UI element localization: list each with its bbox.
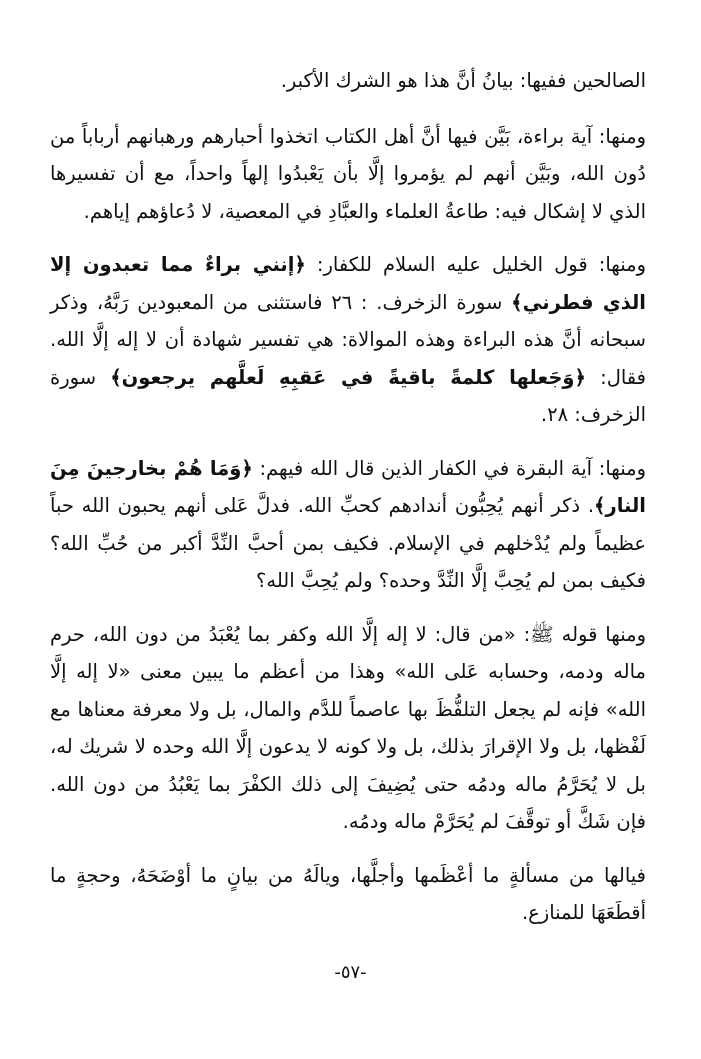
paragraph-1-text: الصالحين ففيها: بيانُ أنَّ هذا هو الشرك الأكبر. [280,69,646,92]
paragraph-5 [50,616,646,841]
paragraph-3 [50,246,646,434]
paragraph-2-text: ومنها: آية براءة، بَيَّن فيها أنَّ أهل الكتاب اتخذوا أحبارهم ورهبانهم أرباباً من دُون الله، وبَيَّن أنهم لم يؤمروا إلَّا بأن يَعْبدُوا إلهاً واحداً، مع أن تفسيرها الذي لا إشكال فيه: طاعةُ العلماء والعبَّادِ في المعصية، لا دُعاؤهم إياهم. [50,124,646,223]
quran-verse-2: ﴿وَجَعلها كلمةً باقيةً في عَقبِهِ لَعلَّهم يرجعون﴾ [110,365,586,389]
paragraph-6-text: فيالها من مسألةٍ ما أعْظَمها وأجلَّها، ويالَهُ من بيانٍ ما أوْضَحَهُ، وحجةٍ ما أقطَعَهَا للمنازع. [50,863,646,924]
paragraph-3-intro: ومنها: قول الخليل عليه السلام للكفار: [305,253,646,276]
paragraph-5-text: ومنها قوله ﷺ: «من قال: لا إله إلَّا الله وكفر بما يُعْبَدُ من دون الله، حرم ماله ودمه، وحسابه عَلى الله» وهذا من أعظم ما يبين معنى «لا إله إلَّا الله» فإنه لم يجعل التلفُّظَ بها عاصماً للدَّم والمال، بل ولا معرفة معناها مع لَفْظها، بل ولا الإقرارَ بذلك، بل ولا كونه لا يدعون إلَّا الله وحده لا شريك له، بل لا يُحَرَّمُ ماله ودمُه حتى يُضِيفَ إلى ذلك الكفْرَ بما يَعْبُدُ من دون الله. فإن شَكَّ أو توقَّفَ لم يُحَرَّمْ ماله ودمُه. [50,622,646,833]
paragraph-4-intro: ومنها: آية البقرة في الكفار الذين قال الله فيهم: [252,456,646,480]
paragraph-3-middle: سورة الزخرف. : ٢٦ فاستثنى من المعبودين رَبَّهُ، وذكر سبحانه أنَّ هذه البراءة وهذه الموالاة: هي تفسير شهادة أن لا إله إلَّا الله. فقال: [50,290,646,389]
paragraph-1 [50,62,646,100]
paragraph-4-rest: . ذكر أنهم يُحِبُّون أندادهم كحبِّ الله. فدلَّ عَلى أنهم يحبون الله حباً عظيماً ولم يُدْخلهم في الإسلام. فكيف بمن أحبَّ النِّدَّ أكبر من حُبِّ الله؟ فكيف بمن لم يُحِبَّ إلَّا النِّدَّ وحده؟ ولم يُحِبَّ الله؟ [50,494,646,592]
page-body [50,62,646,948]
paragraph-3-end: سورة الزخرف: ٢٨. [50,365,646,426]
paragraph-2 [50,118,646,231]
quran-verse-3: ﴿وَمَا هُمْ بخارجينَ مِنَ النار﴾ [50,456,646,517]
paragraph-6 [50,857,646,932]
page-number: -٥٧- [334,962,367,983]
paragraph-4 [50,450,646,600]
quran-verse-1: ﴿إنني براءٌ مما تعبدون إلا الذي فطرني﴾ [50,253,646,314]
